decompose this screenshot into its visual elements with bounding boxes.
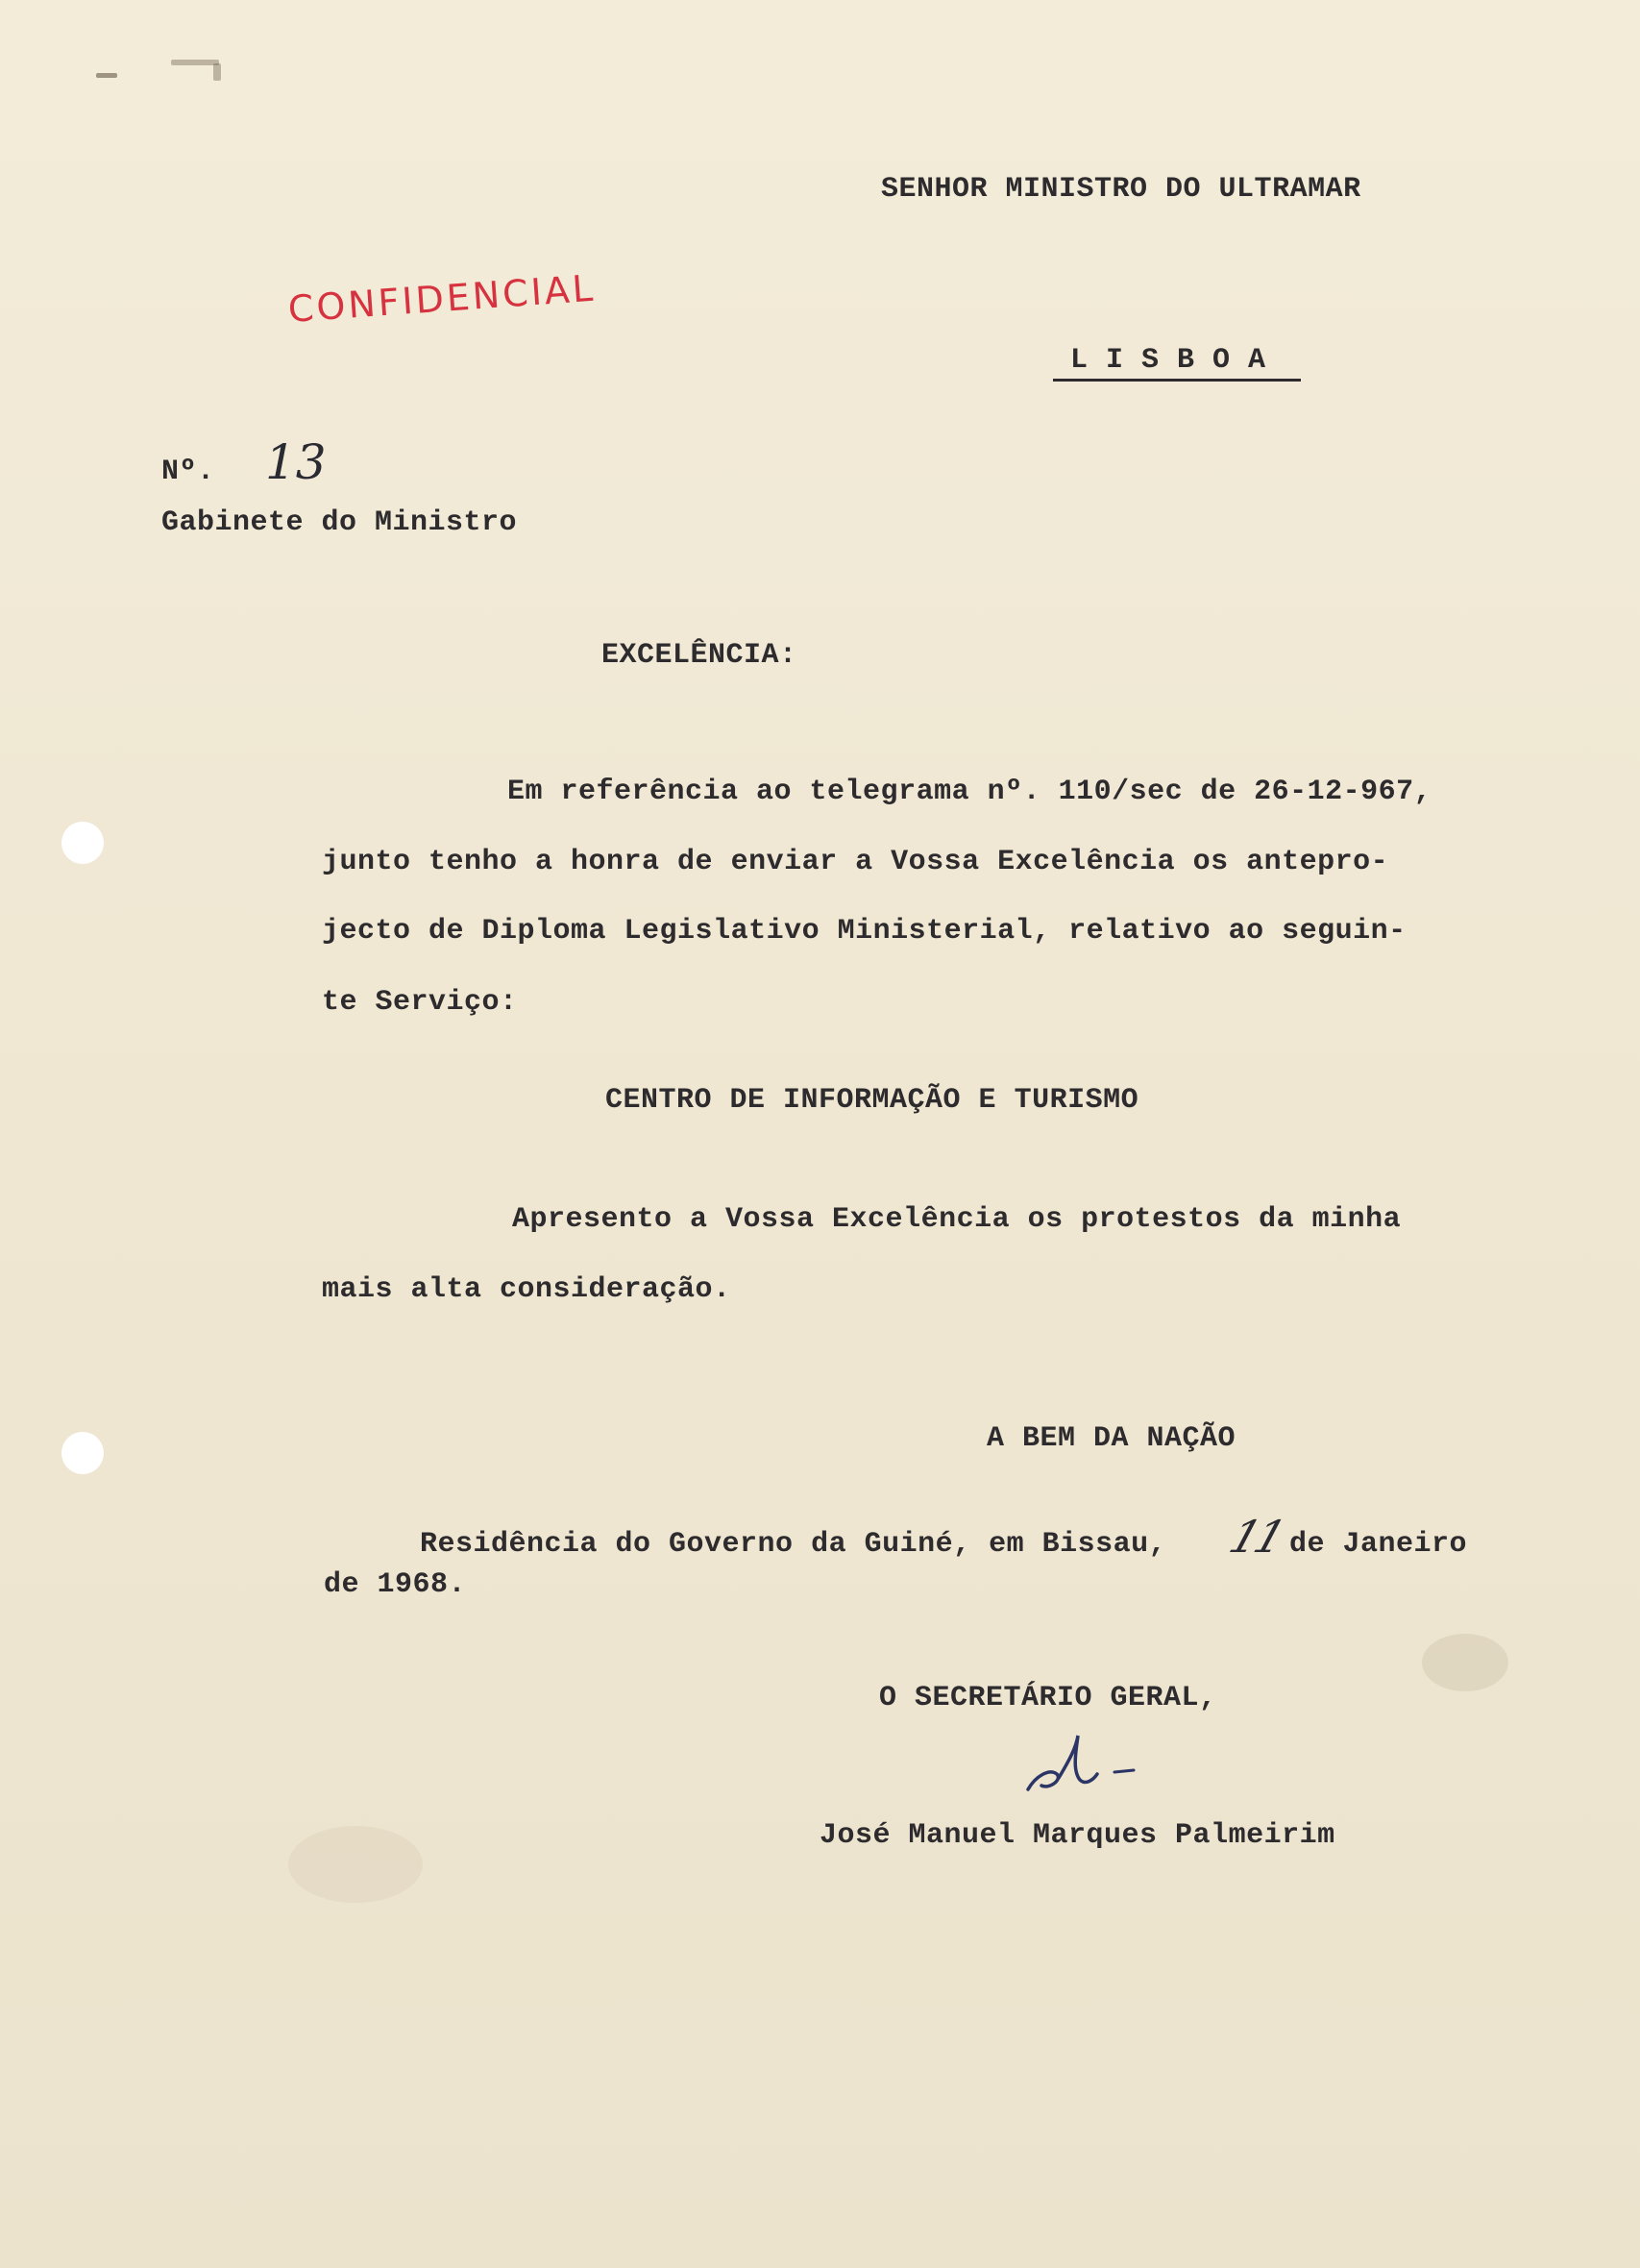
number-label: Nº. [161, 456, 215, 488]
salutation: EXCELÊNCIA: [601, 639, 797, 672]
paper-mark [171, 60, 219, 65]
service-name: CENTRO DE INFORMAÇÃO E TURISMO [605, 1084, 1139, 1117]
body-line: Em referência ao telegrama nº. 110/sec de 26-12-967, [507, 776, 1432, 808]
date-line-end: de Janeiro [1289, 1528, 1468, 1561]
date-line-year: de 1968. [324, 1568, 467, 1601]
paper-stain [1422, 1634, 1508, 1691]
closing-line: Apresento a Vossa Excelência os protestos da minha [512, 1203, 1402, 1236]
punch-hole [61, 1432, 104, 1474]
closing-line: mais alta consideração. [322, 1273, 731, 1306]
number-value: 13 [265, 434, 327, 490]
date-line-start: Residência do Governo da Guiné, em Bissau, [420, 1528, 1167, 1561]
motto: A BEM DA NAÇÃO [987, 1422, 1236, 1455]
date-day-handwritten: 11 [1223, 1511, 1289, 1563]
punch-hole [61, 822, 104, 864]
recipient: SENHOR MINISTRO DO ULTRAMAR [881, 173, 1361, 206]
classification-stamp: CONFIDENCIAL [286, 266, 598, 331]
signature [1020, 1730, 1155, 1807]
department: Gabinete do Ministro [161, 506, 518, 539]
body-line: junto tenho a honra de enviar a Vossa Excelência os antepro- [322, 846, 1389, 878]
paper-stain [288, 1826, 423, 1903]
paper-mark [96, 73, 117, 78]
paper-mark [213, 63, 221, 81]
signatory-name: José Manuel Marques Palmeirim [820, 1819, 1335, 1852]
signatory-title: O SECRETÁRIO GERAL, [879, 1682, 1217, 1714]
body-line: jecto de Diploma Legislativo Ministerial, relativo ao seguin- [322, 915, 1407, 948]
city-underline [1053, 379, 1301, 382]
city: L I S B O A [1070, 344, 1266, 377]
body-line: te Serviço: [322, 986, 518, 1019]
